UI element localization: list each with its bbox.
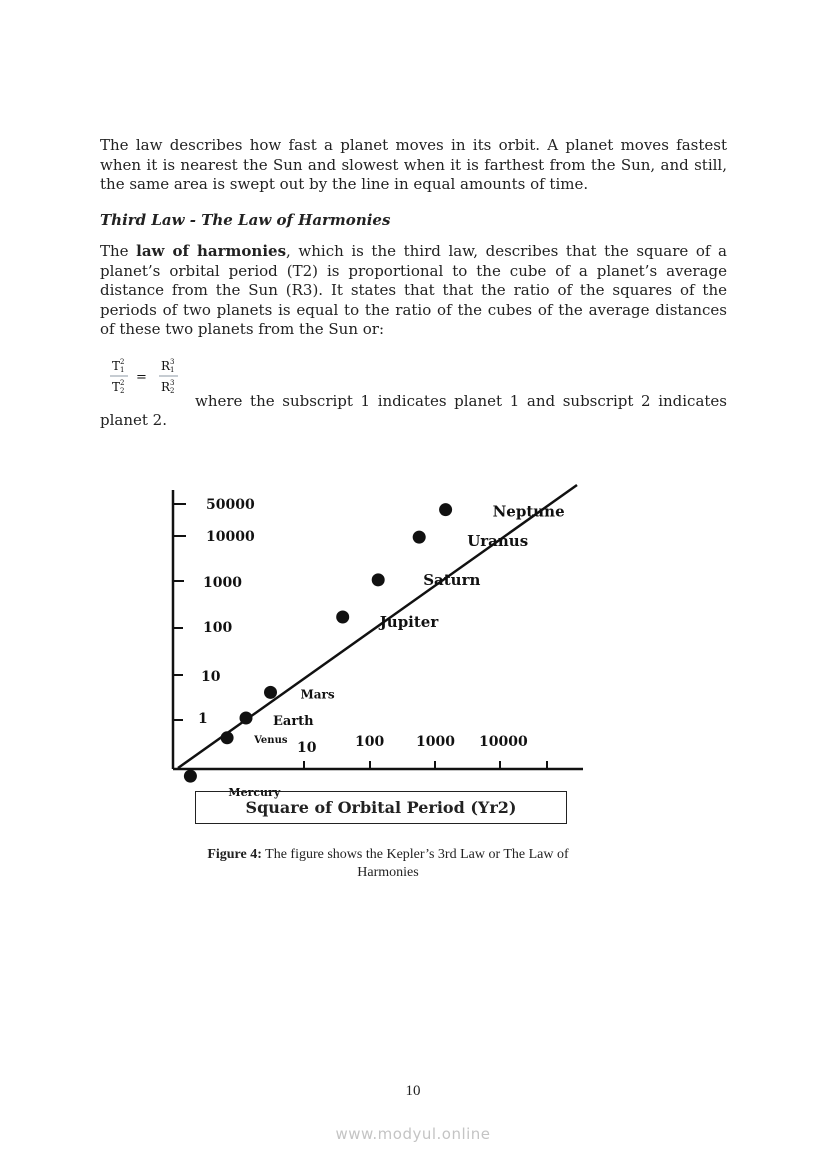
planet-label-earth: Earth [273, 714, 314, 729]
formula-r1-sub: 1 [170, 366, 175, 374]
section-heading: Third Law - The Law of Harmonies [100, 211, 391, 229]
planet-label-uranus: Uranus [467, 532, 529, 551]
y-tick-label-1000: 1000 [203, 575, 242, 591]
planet-point-jupiter [336, 611, 349, 624]
formula-t2-sub: 2 [120, 387, 125, 395]
planet-label-mercury: Mercury [228, 786, 281, 800]
formula-t1-sup: 2 [120, 358, 125, 366]
x-axis-title: Square of Orbital Period (Yr2) [195, 791, 567, 824]
x-tick-label-100: 100 [355, 734, 385, 750]
figure-caption-text: The figure shows the Kepler’s 3rd Law or The Law of Harmonies [261, 847, 569, 880]
y-tick-label-50000: 50000 [206, 497, 255, 513]
formula-explanation: where the subscript 1 indicates planet 1 and subscript 2 indicates [195, 392, 727, 410]
planet-label-mars: Mars [300, 687, 335, 702]
planet-point-earth [240, 712, 253, 725]
formula-r2-sub: 2 [170, 387, 175, 395]
formula-r2-sup: 3 [170, 379, 175, 387]
formula-explanation-end: planet 2. [100, 411, 167, 429]
x-tick-label-10000: 10000 [479, 734, 528, 750]
planet-label-neptune: Neptune [492, 502, 565, 521]
figure-caption-label: Figure 4: [207, 847, 262, 862]
y-tick-label-1: 1 [198, 711, 208, 727]
kepler-ratio-formula [108, 356, 183, 398]
planet-point-mars [264, 686, 277, 699]
planet-point-mercury [184, 770, 197, 783]
planet-label-venus: Venus [254, 734, 288, 746]
formula-equals: = [136, 370, 147, 385]
formula-t2-sup: 2 [120, 379, 125, 387]
formula-t1-sub: 1 [120, 366, 125, 374]
page-number: 10 [405, 1083, 421, 1099]
y-tick-label-10: 10 [201, 669, 221, 685]
x-tick-label-1000: 1000 [416, 734, 455, 750]
formula-r1: R [161, 359, 171, 373]
planet-point-saturn [372, 573, 385, 586]
y-tick-label-100: 100 [203, 620, 233, 636]
kepler-third-law-chart [150, 475, 600, 800]
watermark: www.modyul.online [335, 1125, 491, 1143]
formula-r1-sup: 3 [170, 358, 175, 366]
formula-t1: T [112, 359, 121, 373]
planet-label-saturn: Saturn [423, 570, 481, 589]
y-tick-label-10000: 10000 [206, 529, 255, 545]
planet-point-venus [221, 731, 234, 744]
planet-label-jupiter: Jupiter [379, 613, 439, 631]
formula-t2: T [112, 380, 121, 394]
planet-point-neptune [439, 503, 452, 516]
trend-line [178, 485, 577, 768]
paragraph-law-of-harmonies [100, 242, 727, 340]
planet-point-uranus [413, 531, 426, 544]
formula-r2: R [161, 380, 171, 394]
law-of-harmonies-term: law of harmonies [136, 242, 287, 260]
paragraph-post-text: , which is the third law, describes that the square of a planet’s orbital period (T2) is proportional to the cube of a planet’s average distance from the Sun (R3). It states that that the ratio of the squares of the periods of two planets is equal to the ratio of the cubes of the average distances of these two planets from the Sun or: [100, 242, 728, 338]
paragraph-second-law-summary: The law describes how fast a planet moves in its orbit. A planet moves fastest when it is nearest the Sun and slowest when it is farthest from the Sun, and still, the same area is swept out by the line in equal amounts of time. [100, 136, 727, 193]
figure-caption [180, 846, 596, 882]
x-tick-label-10: 10 [297, 740, 317, 756]
paragraph-pre-text: The [100, 242, 137, 260]
